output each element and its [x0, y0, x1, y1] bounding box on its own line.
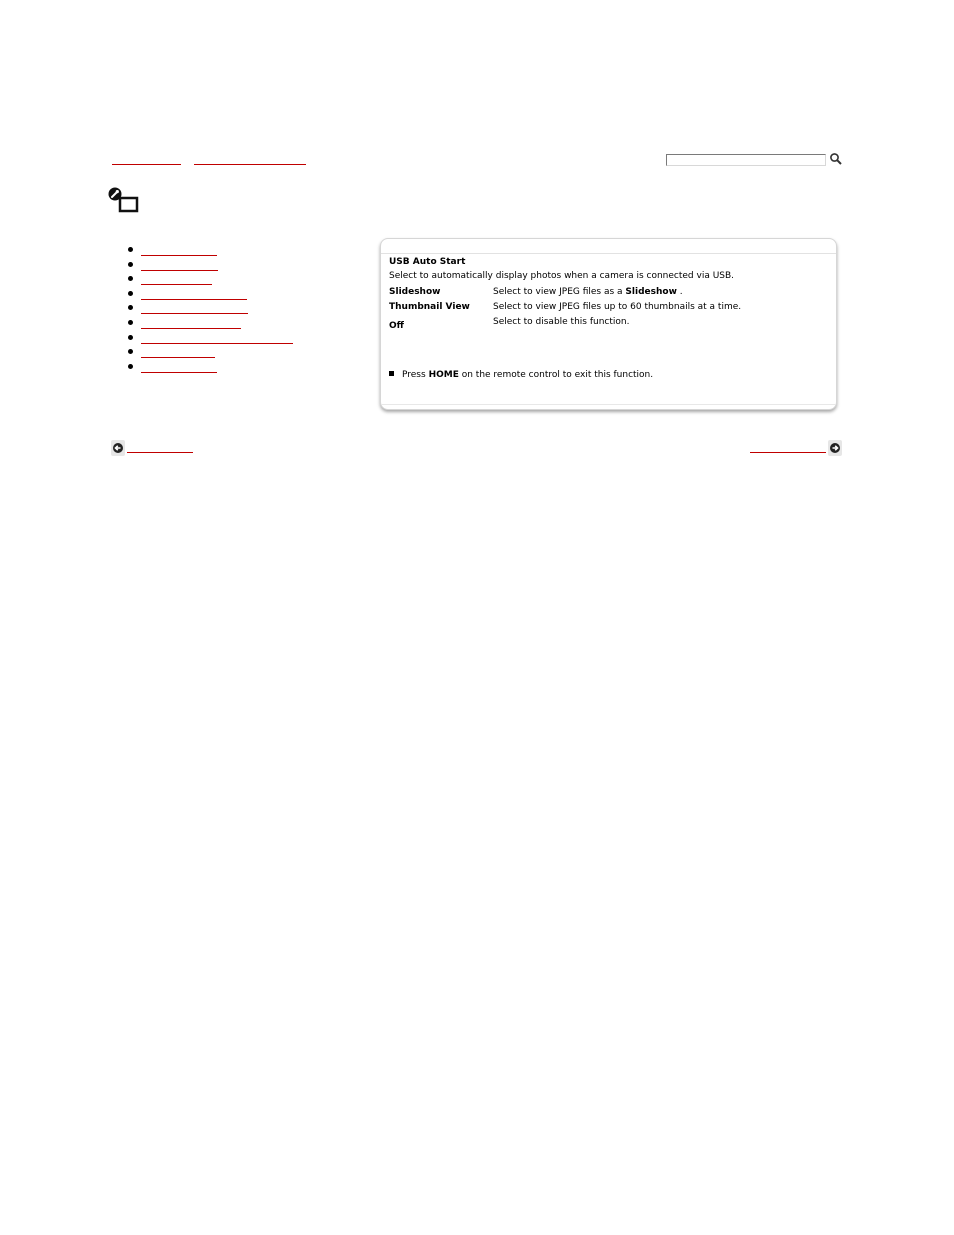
search-button[interactable] — [829, 152, 843, 166]
topic-link[interactable] — [141, 372, 217, 373]
panel-description: Select to automatically display photos when a camera is connected via USB. — [389, 271, 735, 281]
topic-link[interactable] — [141, 343, 293, 344]
panel-body — [389, 256, 829, 331]
next-page-link[interactable] — [750, 452, 826, 453]
topic-link[interactable] — [141, 284, 212, 285]
note: Press HOME on the remote control to exit this function. — [389, 369, 653, 381]
option-name: Thumbnail View — [389, 302, 470, 312]
previous-page-link[interactable] — [127, 452, 193, 453]
right-arrow-circle-icon[interactable] — [828, 440, 842, 456]
settings-window-icon — [107, 186, 139, 214]
topic-link[interactable] — [141, 313, 248, 314]
option-name: Off — [389, 321, 404, 331]
option-name: Slideshow — [389, 287, 441, 297]
topic-link[interactable] — [141, 299, 247, 300]
option-row-slideshow — [389, 286, 829, 301]
panel-footer-bar — [381, 404, 836, 409]
topic-link[interactable] — [141, 270, 218, 271]
panel-title: USB Auto Start — [389, 257, 466, 267]
content-panel — [380, 238, 837, 410]
option-row-off — [389, 316, 829, 331]
magnifier-icon — [829, 152, 843, 166]
breadcrumb-link-section[interactable] — [194, 162, 306, 165]
breadcrumb-link-home[interactable] — [112, 162, 181, 165]
bullet-square-icon — [389, 371, 394, 376]
left-arrow-circle-icon[interactable] — [111, 440, 125, 456]
panel-header-bar — [381, 239, 836, 254]
option-description: Select to view JPEG files up to 60 thumbnails at a time. — [493, 302, 742, 312]
search-input[interactable] — [666, 154, 826, 166]
topic-link[interactable] — [141, 357, 215, 358]
option-row-thumbnail-view — [389, 301, 829, 316]
topic-link[interactable] — [141, 255, 217, 256]
option-description: Select to view JPEG files as a Slideshow . — [493, 287, 683, 297]
topic-link[interactable] — [141, 328, 241, 329]
option-description: Select to disable this function. — [493, 317, 630, 327]
